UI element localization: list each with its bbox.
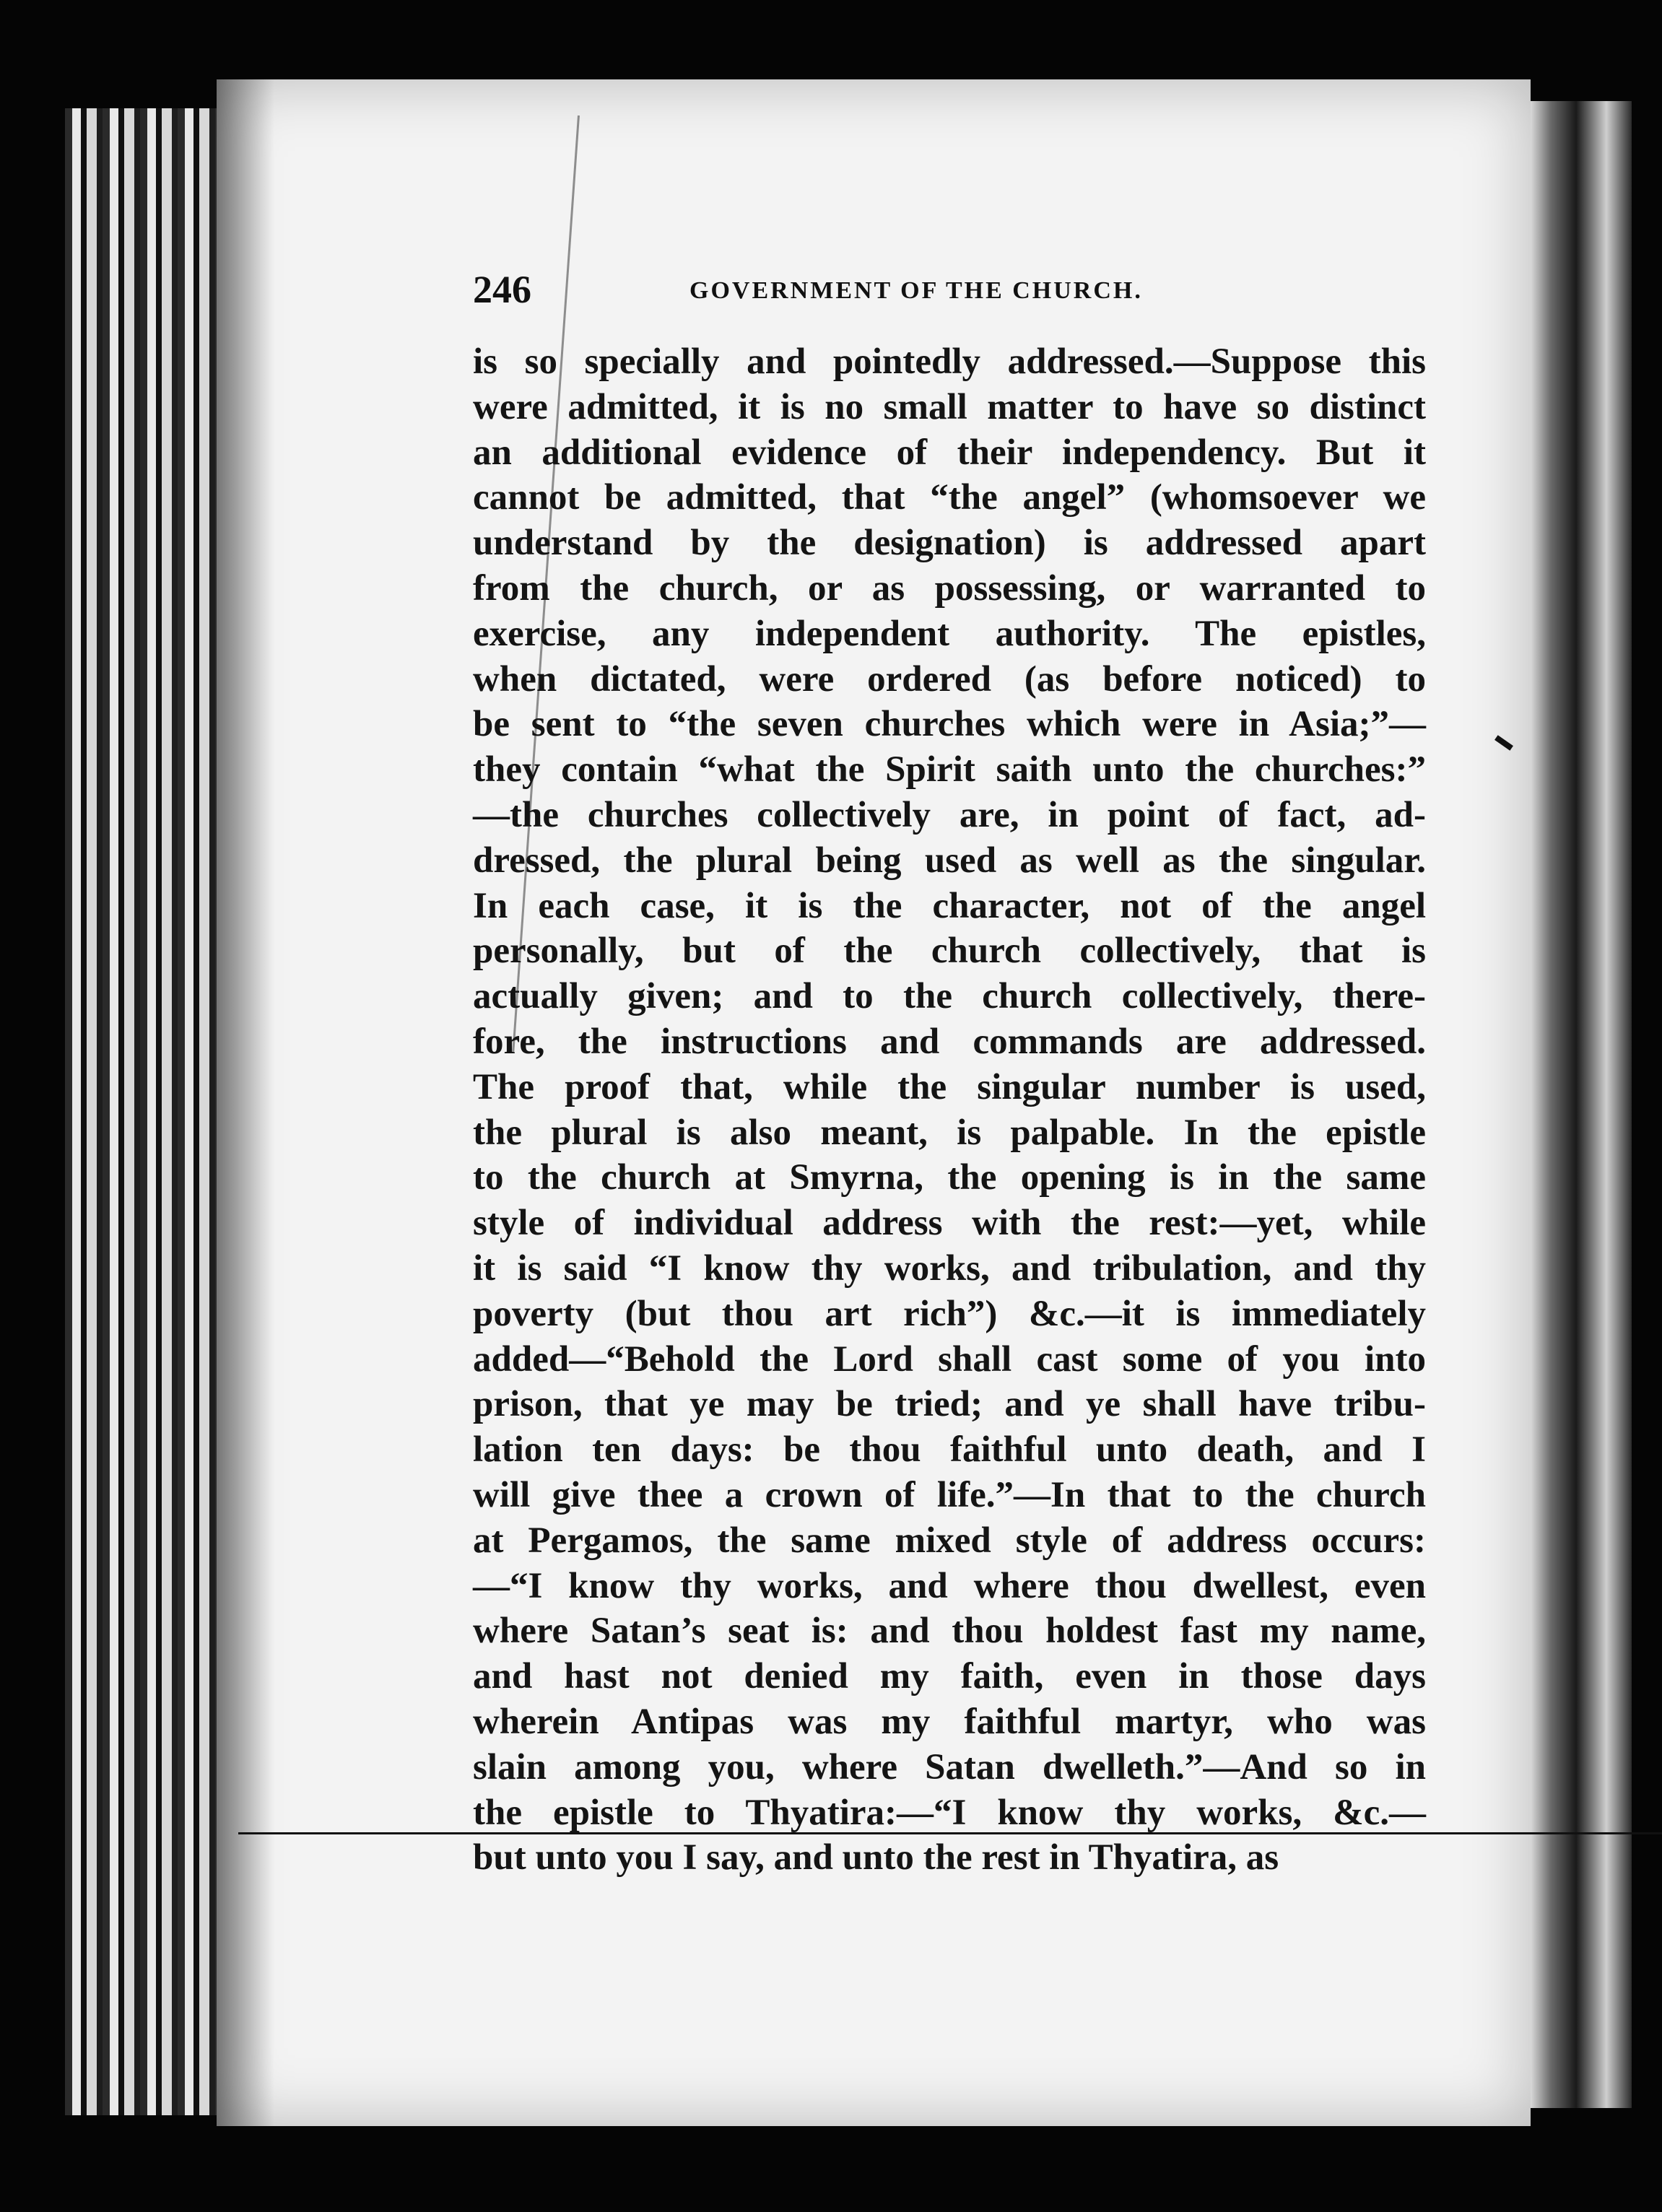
text-line: The proof that, while the singular number is used, — [473, 1066, 1426, 1107]
text-line: where Satan’s seat is: and thou holdest fast my name, — [473, 1611, 1426, 1652]
text-line: poverty (but thou art rich”) &c.—it is immediately — [473, 1293, 1426, 1334]
text-line: wherein Antipas was my faithful martyr, who was — [473, 1701, 1426, 1742]
text-line: cannot be admitted, that “the angel” (whomsoever we — [473, 477, 1426, 518]
text-line: an additional evidence of their independency. But it — [473, 432, 1426, 473]
text-line: —the churches collectively are, in point of fact, ad- — [473, 794, 1426, 835]
text-line: —“I know thy works, and where thou dwellest, even — [473, 1565, 1426, 1606]
text-line: fore, the instructions and commands are addressed. — [473, 1021, 1426, 1062]
body-text — [473, 339, 1426, 1881]
text-line: the epistle to Thyatira:—“I know thy works, &c.— — [473, 1792, 1426, 1833]
text-line: personally, but of the church collectively, that is — [473, 931, 1426, 972]
book-page-edges — [65, 108, 231, 2115]
text-line: exercise, any independent authority. The epistles, — [473, 613, 1426, 654]
text-line: added—“Behold the Lord shall cast some of you into — [473, 1338, 1426, 1380]
text-line: actually given; and to the church collectively, there- — [473, 976, 1426, 1017]
text-line: lation ten days: be thou faithful unto death, and I — [473, 1429, 1426, 1471]
text-line: but unto you I say, and unto the rest in Thyatira, as — [473, 1837, 1279, 1878]
text-line: from the church, or as possessing, or warranted to — [473, 567, 1426, 609]
text-line: they contain “what the Spirit saith unto the churches:” — [473, 749, 1426, 791]
text-line: understand by the designation) is addressed apart — [473, 523, 1426, 564]
page-header — [473, 267, 1411, 318]
gutter-shadow — [217, 79, 274, 2126]
text-line: were admitted, it is no small matter to have so distinct — [473, 386, 1426, 427]
text-line: to the church at Smyrna, the opening is in the same — [473, 1157, 1426, 1198]
text-line: when dictated, were ordered (as before noticed) to — [473, 658, 1426, 700]
next-page-edge — [1531, 101, 1632, 2108]
text-line: prison, that ye may be tried; and ye shall have tribu- — [473, 1384, 1426, 1425]
text-line: is so specially and pointedly addressed.—Suppose this — [473, 341, 1426, 382]
text-line: at Pergamos, the same mixed style of address occurs: — [473, 1520, 1426, 1561]
text-line: it is said “I know thy works, and tribulation, and thy — [473, 1247, 1426, 1289]
text-line: will give thee a crown of life.”—In that to the church — [473, 1474, 1426, 1515]
text-line: style of individual address with the rest:—yet, while — [473, 1203, 1426, 1244]
text-line: and hast not denied my faith, even in those days — [473, 1656, 1426, 1697]
text-line: dressed, the plural being used as well as the singular. — [473, 840, 1426, 881]
text-line: In each case, it is the character, not of the angel — [473, 885, 1426, 926]
scan-rule-line — [238, 1832, 1662, 1834]
text-line: the plural is also meant, is palpable. In the epistle — [473, 1112, 1426, 1153]
page-number: 246 — [473, 268, 531, 311]
running-head: GOVERNMENT OF THE CHURCH. — [689, 277, 1143, 304]
text-line: be sent to “the seven churches which were in Asia;”— — [473, 704, 1426, 745]
text-line: slain among you, where Satan dwelleth.”—And so in — [473, 1746, 1426, 1788]
